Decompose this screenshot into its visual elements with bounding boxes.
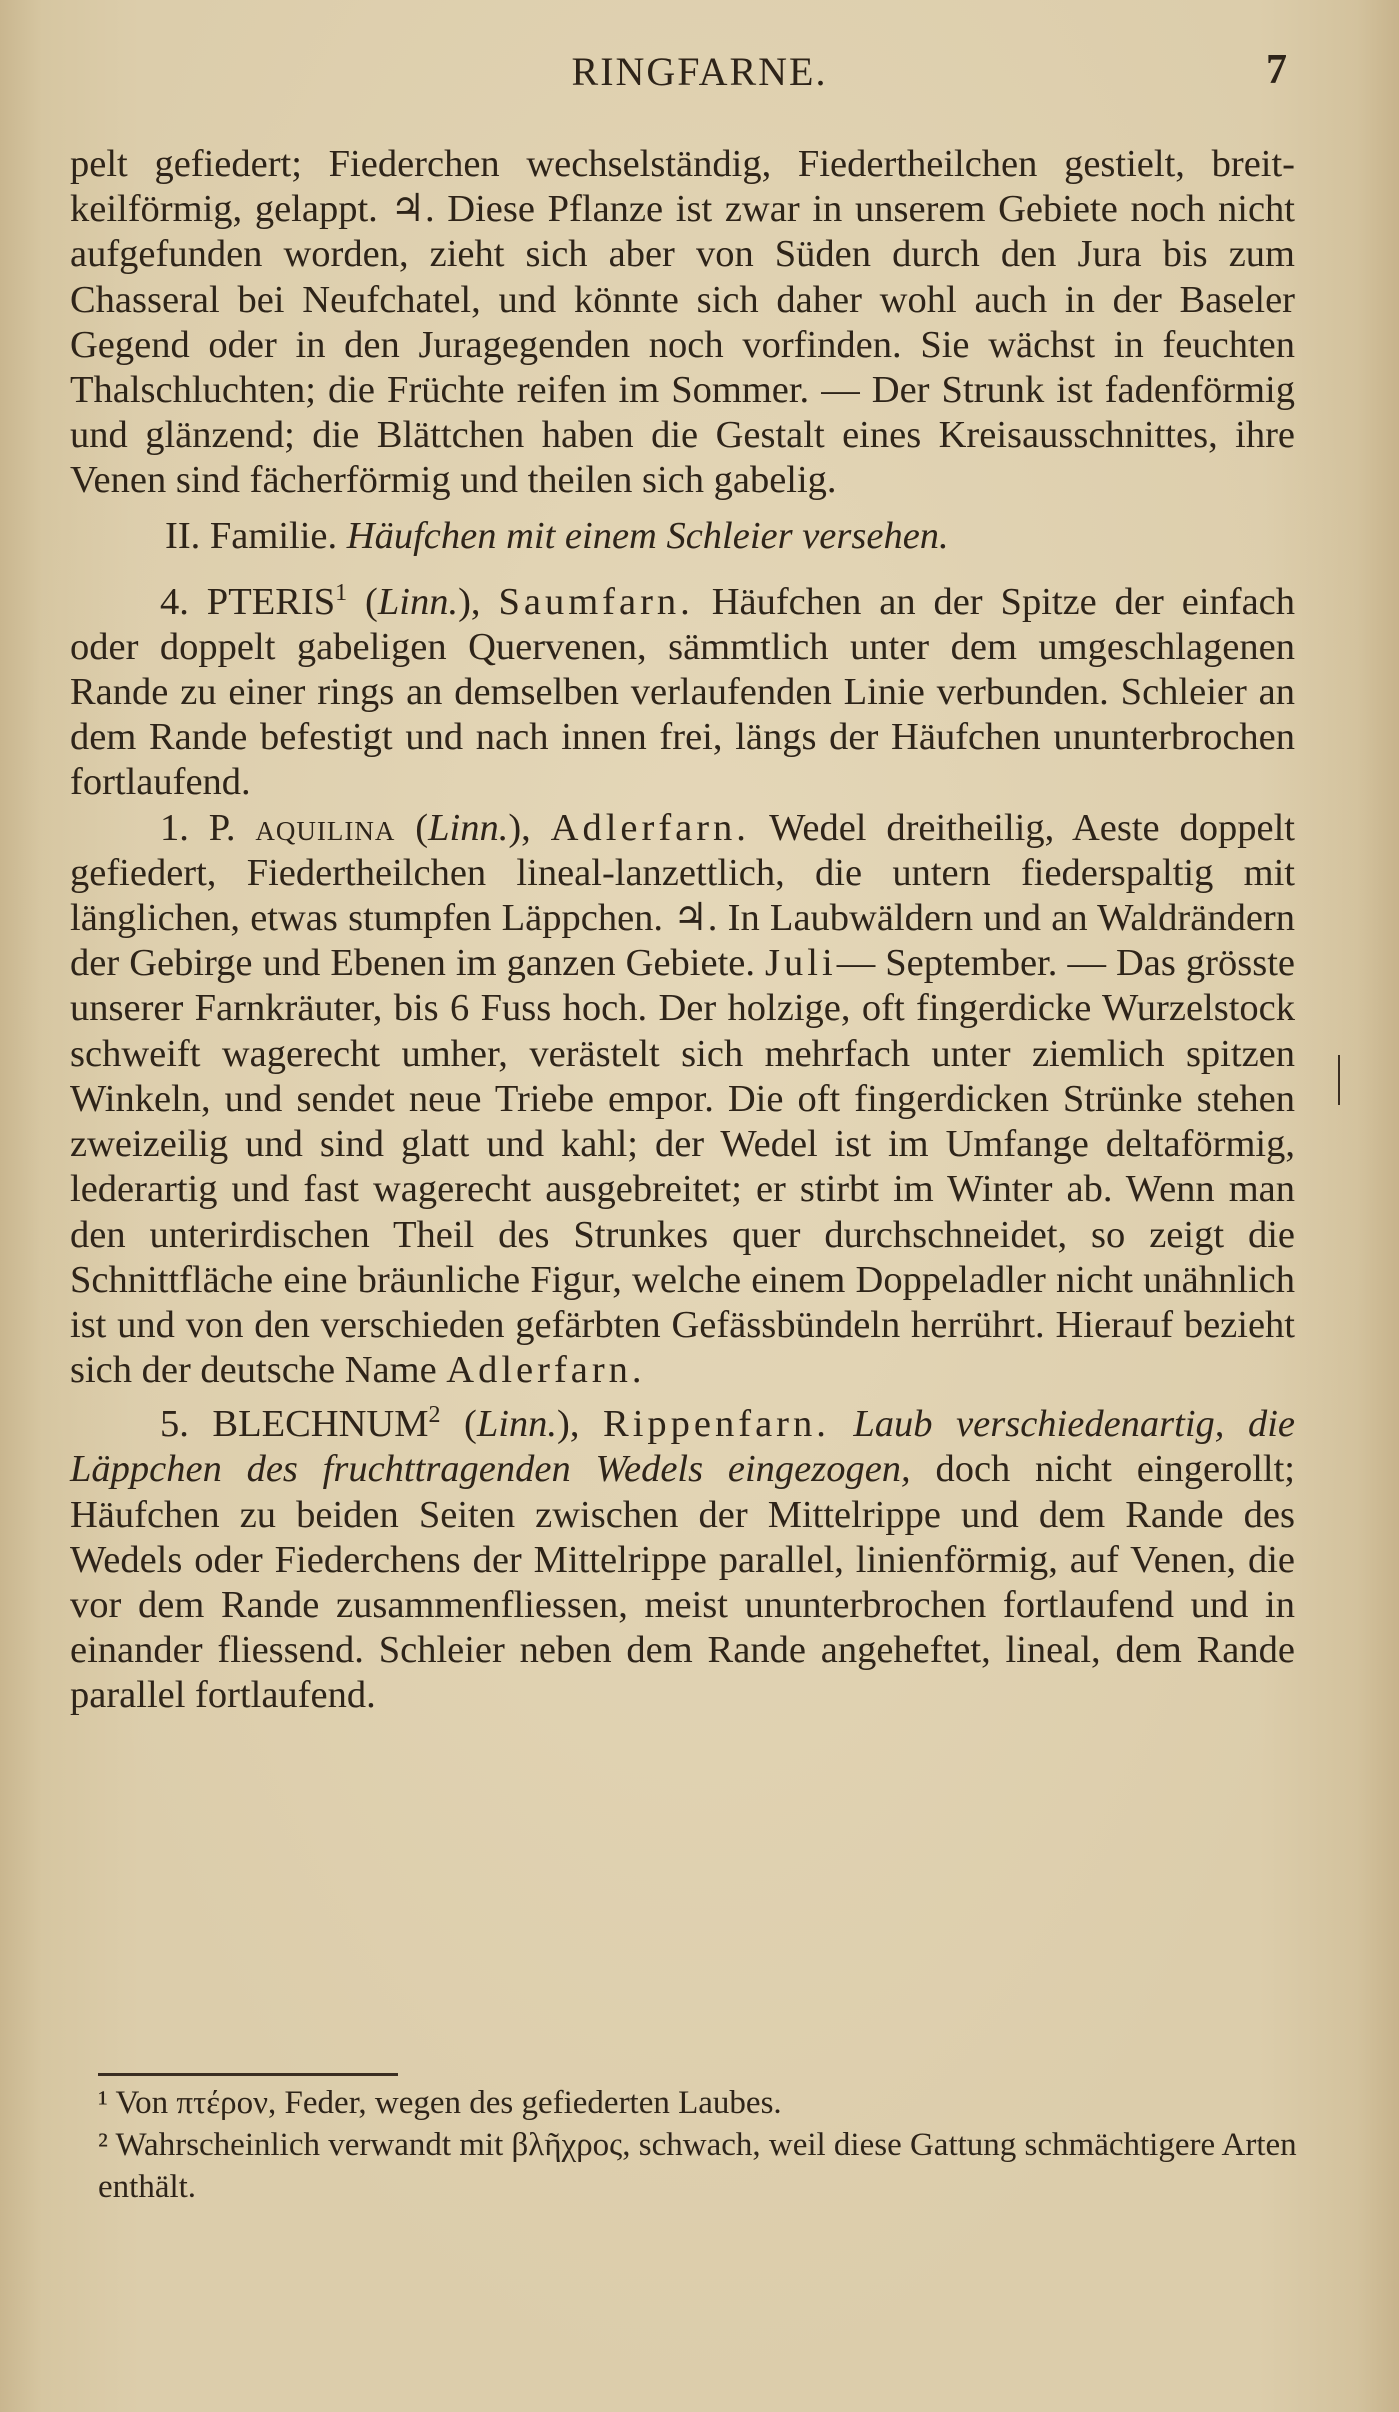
genus-pteris: 4. PTERIS$^1$ (Linn.), Saumfarn. Häufchen an der Spitze der einfach oder doppelt gabeligen Quervenen, sämmtlich unter dem umgeschlagenen Rande zu einer rings an demselben verlaufenden Linie verbunden. Schleier an dem Rande befestigt und nach innen frei, längs der Häufchen ununterbrochen fortlaufend. — [70, 579, 1296, 804]
family-number: II. Familie. — [165, 514, 338, 557]
species-aquilina-author: Linn. — [428, 806, 509, 849]
footnote-1: ¹ Von πτέρον, Feder, wegen des gefiederten Laubes. — [98, 2085, 782, 2121]
genus-blechnum-italic-desc: Laub verschiedenartig, die Läppchen des fruchttragenden Wedels eingezogen, — [70, 1403, 1295, 1491]
footnotes — [98, 2082, 1318, 2208]
species-aquilina: 1. P. aquilina (Linn.), Adlerfarn. Wedel dreitheilig, Aeste doppelt gefiedert, Fiedertheilchen lineal-lanzettlich, die untern fiederspaltig mit länglichen, etwas stumpfen Läppchen. ♃. In Laubwäldern und an Waldrändern der Gebirge und Ebenen im ganzen Gebiete. Juli— September. — Das grösste unserer Farnkräuter, bis 6 Fuss hoch. Der holzige, oft fingerdicke Wurzelstock schweift wagerecht umher, verästelt sich mehrfach unter ziemlich spitzen Winkeln, und sendet neue Triebe empor. Die oft fingerdicken Strünke stehen zweizeilig und sind glatt und kahl; der Wedel ist im Umfange deltaförmig, lederartig und fast wagerecht ausgebreitet; er stirbt im Winter ab. Wenn man den unterirdischen Theil des Strunkes quer durchschneidet, so zeigt die Schnittfläche eine bräunliche Figur, welche einem Doppeladler nicht unähnlich ist und von den verschieden gefärbten Gefässbündeln herrührt. Hierauf bezieht sich der deutsche Name Adlerfarn. — [70, 806, 1295, 1392]
footnote-ref-1: 1 — [335, 579, 348, 606]
species-aquilina-common-name: Adlerfarn. — [550, 806, 750, 849]
family-description: Häufchen mit einem Schleier versehen. — [346, 514, 949, 557]
body-text — [70, 142, 1295, 1719]
genus-blechnum-description: doch nicht eingerollt; Häufchen zu beiden Seiten zwischen der Mittelrippe und dem Rande des Wedels oder Fiederchens der Mittelrippe parallel, linienförmig, auf Venen, die vor dem Rande zusammenfliessen, meist ununterbrochen fortlaufend und in einander fliessend. Schleier neben dem Rande angeheftet, lineal, dem Rande parallel fortlaufend. — [70, 1448, 1295, 1717]
running-head: RINGFARNE. — [571, 49, 828, 94]
species-aquilina-notes: — September. — Das grösste unserer Farnkräuter, bis 6 Fuss hoch. Der holzige, oft fingerdicke Wurzelstock schweift wagerecht umher, verästelt sich mehrfach unter ziemlich spitzen Winkeln, und sendet neue Triebe empor. Die oft fingerdicken Strünke stehen zweizeilig und sind glatt und kahl; der Wedel ist im Umfange deltaförmig, lederartig und fast wagerecht ausgebreitet; er stirbt im Winter ab. Wenn man den unterirdischen Theil des Strunkes quer durchschneidet, so zeigt die Schnittfläche eine bräunliche Figur, welche einem Doppeladler nicht unähnlich ist und von den verschieden gefärbten Gefässbündeln herrührt. Hierauf bezieht sich der deutsche Name — [70, 942, 1295, 1392]
species-aquilina-name-end: Adlerfarn. — [446, 1349, 646, 1392]
genus-pteris-author: Linn. — [377, 580, 459, 623]
genus-blechnum-author: Linn. — [476, 1403, 558, 1446]
genus-pteris-description: Häufchen an der Spitze der einfach oder doppelt gabeligen Quervenen, sämmtlich unter dem umgeschlagenen Rande zu einer rings an demselben verlaufenden Linie verbunden. Schleier an dem Rande befestigt und nach innen frei, längs der Häufchen ununterbrochen fortlaufend. — [70, 580, 1296, 804]
genus-pteris-number: 4. PTERIS — [160, 580, 336, 623]
species-aquilina-name: aquilina — [255, 806, 396, 849]
family-heading — [70, 514, 1295, 559]
genus-pteris-common-name: Saumfarn. — [498, 580, 694, 623]
page-number: 7 — [1266, 47, 1287, 93]
genus-blechnum-common-name: Rippenfarn. — [603, 1403, 830, 1446]
species-aquilina-description: Wedel dreitheilig, Aeste doppelt gefiedert, Fiedertheilchen lineal-lanzettlich, die untern fiederspaltig mit länglichen, etwas stumpfen Läppchen. ♃. In Laubwäldern und an Waldrändern der Gebirge und Ebenen im ganzen Gebiete. — [70, 806, 1295, 985]
margin-mark — [1338, 1055, 1340, 1105]
genus-blechnum-number: 5. BLECHNUM — [160, 1403, 429, 1446]
footnote-rule — [98, 2073, 398, 2076]
page-header — [0, 44, 1399, 104]
footnote-ref-2: 2 — [428, 1402, 441, 1429]
species-aquilina-month: Juli — [765, 942, 837, 985]
genus-blechnum: 5. BLECHNUM$^2$ (Linn.), Rippenfarn. Laub verschiedenartig, die Läppchen des fruchttragenden Wedels eingezogen, doch nicht eingerollt; Häufchen zu beiden Seiten zwischen der Mittelrippe und dem Rande des Wedels oder Fiederchens der Mittelrippe parallel, linienförmig, auf Venen, die vor dem Rande zusammenfliessen, meist ununterbrochen fortlaufend und in einander fliessend. Schleier neben dem Rande angeheftet, lineal, dem Rande parallel fortlaufend. — [70, 1402, 1295, 1717]
species-aquilina-number: 1. P. — [160, 806, 236, 849]
paragraph-continued: pelt gefiedert; Fiederchen wechselständig, Fiedertheilchen gestielt, breit-keilförmig, gelappt. ♃. Diese Pflanze ist zwar in unserem Gebiete noch nicht aufgefunden worden, zieht sich aber von Süden durch den Jura bis zum Chasseral bei Neufchatel, und könnte sich daher wohl auch in der Baseler Gegend oder in den Juragegenden noch vorfinden. Sie wächst in feuchten Thalschluchten; die Früchte reifen im Sommer. — Der Strunk ist fadenförmig und glänzend; die Blättchen haben die Gestalt eines Kreisausschnittes, ihre Venen sind fächerförmig und theilen sich gabelig. — [70, 143, 1295, 502]
footnote-2: ² Wahrscheinlich verwandt mit βλῆχρος, schwach, weil diese Gattung schmächtigere Arten enthält. — [98, 2127, 1297, 2205]
